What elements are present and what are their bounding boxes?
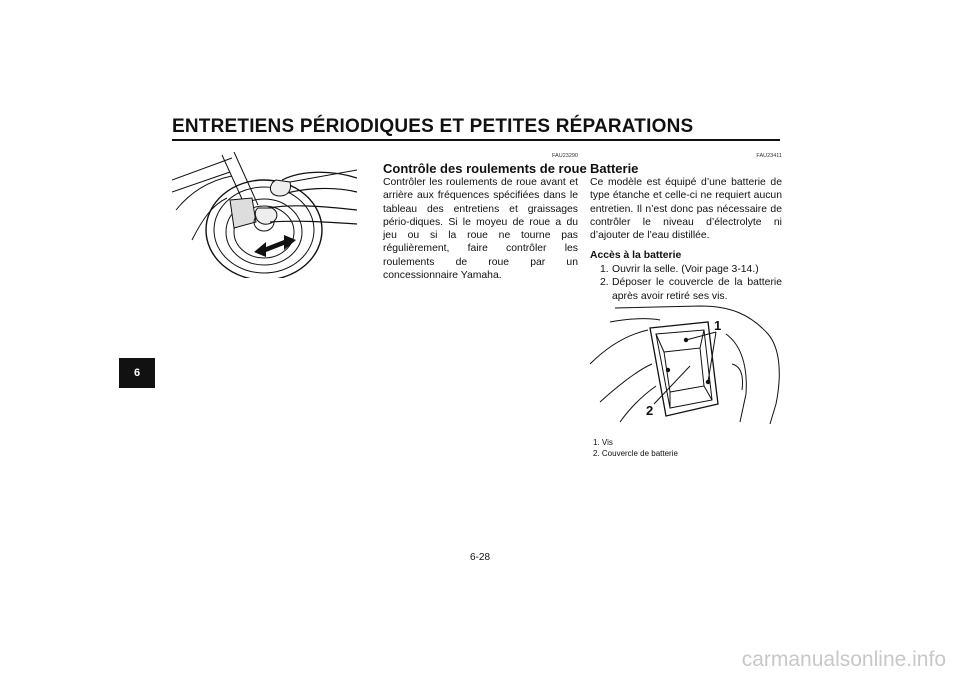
- watermark: carmanualsonline.info: [741, 648, 946, 671]
- list-item: [600, 276, 782, 303]
- wheel-bearings-paragraph: [383, 176, 578, 282]
- step-number: 2.: [600, 277, 609, 289]
- paragraph-text: Ce modèle est équipé d’une batterie de type étanche et celle-ci ne requiert aucun entretien. Il n’est donc pas nécessaire de contrôler le niveau d’électrolyte ni d’ajouter de l’eau distillée.: [590, 177, 782, 242]
- figure-caption: [593, 437, 678, 459]
- page-title: ENTRETIENS PÉRIODIQUES ET PETITES RÉPARATIONS: [172, 116, 694, 137]
- header-divider: [172, 139, 780, 141]
- caption-line: 1. Vis: [593, 438, 613, 447]
- steps-list: [600, 263, 782, 303]
- figure-label-2: 2: [646, 403, 654, 418]
- chapter-tab: 6: [119, 358, 155, 388]
- reference-code: FAU23411: [756, 153, 782, 159]
- subheading-battery-access: Accès à la batterie: [590, 250, 682, 261]
- section-title-wheel-bearings: Contrôle des roulements de roue: [383, 161, 587, 176]
- page-number: 6-28: [469, 552, 490, 563]
- list-item: [600, 263, 782, 276]
- step-text: Ouvrir la selle. (Voir page 3-14.): [612, 264, 759, 275]
- battery-paragraph: [590, 176, 782, 242]
- wheel-bearing-illustration: [172, 150, 357, 278]
- reference-code: FAU23290: [552, 153, 578, 159]
- battery-cover-illustration: [590, 304, 782, 426]
- step-text: Déposer le couvercle de la batterie après avoir retiré ses vis.: [612, 277, 782, 302]
- paragraph-text: Contrôler les roulements de roue avant et arrière aux fréquences spécifiées dans le tableau des entretiens et graissages pério-diques. Si le moyeu de roue a du jeu ou si la roue ne tourne pas régulièrement, faire contrôler les roulements de roue par un concessionnaire Yamaha.: [383, 177, 578, 282]
- figure-label-1: 1: [714, 318, 722, 333]
- caption-line: 2. Couvercle de batterie: [593, 449, 678, 458]
- section-title-battery: Batterie: [590, 161, 639, 176]
- step-number: 1.: [600, 264, 609, 275]
